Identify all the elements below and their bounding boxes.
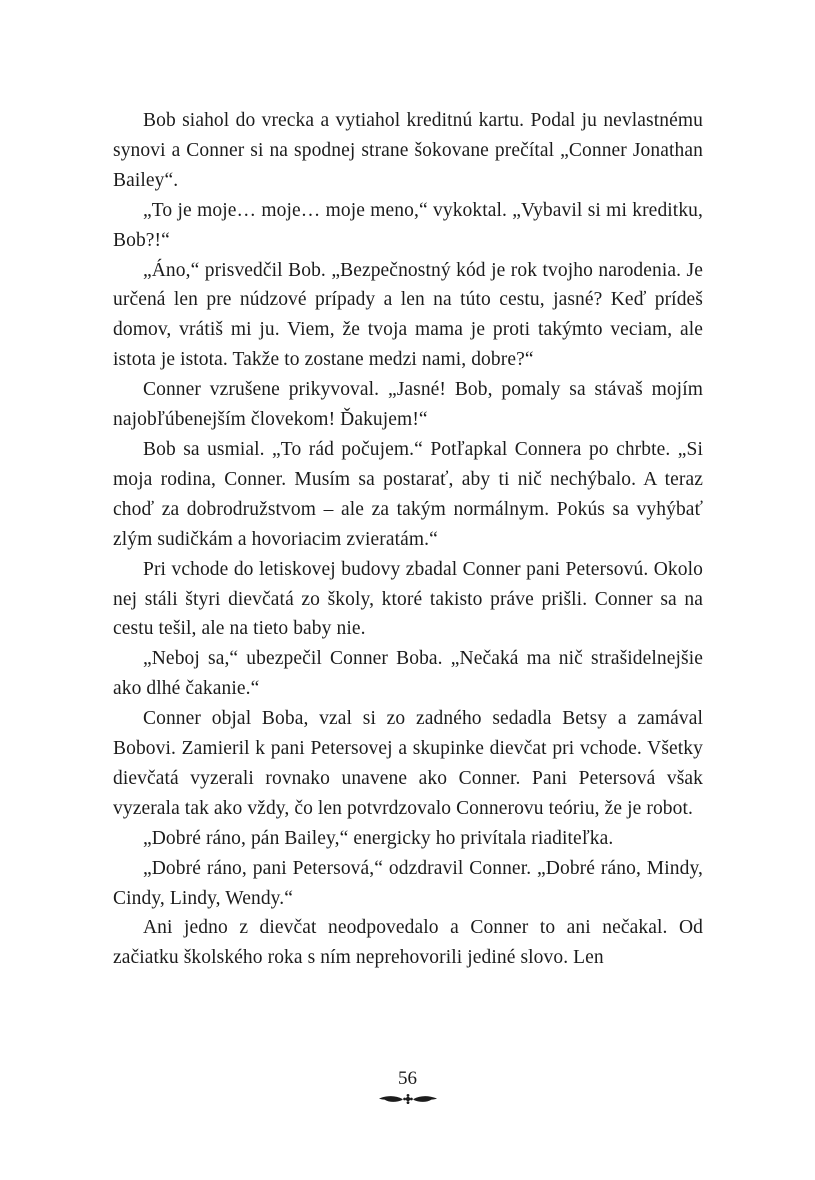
paragraph: Conner vzrušene prikyvoval. „Jasné! Bob, pomaly sa stávaš mojím najobľúbenejším človekom! Ďakujem!“ [113,379,703,431]
paragraph: „To je moje… moje… moje meno,“ vykoktal. „Vybavil si mi kreditku, Bob?!“ [113,199,703,251]
paragraph: Bob siahol do vrecka a vytiahol kreditnú kartu. Podal ju nevlastnému synovi a Conner si na spodnej strane šokovane prečítal „Conner Jonathan Bailey“. [113,110,703,191]
page-footer [0,1068,815,1106]
paragraph: „Neboj sa,“ ubezpečil Conner Boba. „Nečaká ma nič strašidelnejšie ako dlhé čakanie.“ [113,648,703,700]
page-number: 56 [398,1068,417,1089]
paragraph: Bob sa usmial. „To rád počujem.“ Potľapkal Connera po chrbte. „Si moja rodina, Conner. Musím sa postarať, aby ti nič nechýbalo. A teraz choď za dobrodružstvom – ale za takým normálnym. Pokús sa vyhýbať zlým sudičkám a hovoriacim zvieratám.“ [113,438,703,550]
paragraph: Ani jedno z dievčat neodpovedalo a Conner to ani nečakal. Od začiatku školského roka s ním neprehovorili jediné slovo. Len [113,917,703,969]
paragraph: Conner objal Boba, vzal si zo zadného sedadla Betsy a zamával Bobovi. Zamieril k pani Petersovej a skupinke dievčat pri vchode. Všetky dievčatá vyzerali rovnako unavene ako Conner. Pani Petersová však vyzerala tak ako vždy, čo len potvrdzovalo Connerovu teóriu, že je robot. [113,708,703,819]
body-text [113,106,703,973]
paragraph: „Dobré ráno, pani Petersová,“ odzdravil Conner. „Dobré ráno, Mindy, Cindy, Lindy, Wendy.“ [113,857,703,909]
fleuron-ornament-icon [0,1092,815,1106]
paragraph: „Dobré ráno, pán Bailey,“ energicky ho privítala riaditeľka. [143,827,614,849]
paragraph: Pri vchode do letiskovej budovy zbadal Conner pani Petersovú. Okolo nej stáli štyri dievčatá zo školy, ktoré takisto práve prišli. Conner sa na cestu tešil, ale na tieto baby nie. [113,558,703,640]
paragraph: „Áno,“ prisvedčil Bob. „Bezpečnostný kód je rok tvojho narodenia. Je určená len pre núdzové prípady a len na túto cestu, jasné? Keď prídeš domov, vrátiš mi ju. Viem, že tvoja mama je proti takýmto veciam, ale istota je istota. Takže to zostane medzi nami, dobre?“ [113,259,703,371]
